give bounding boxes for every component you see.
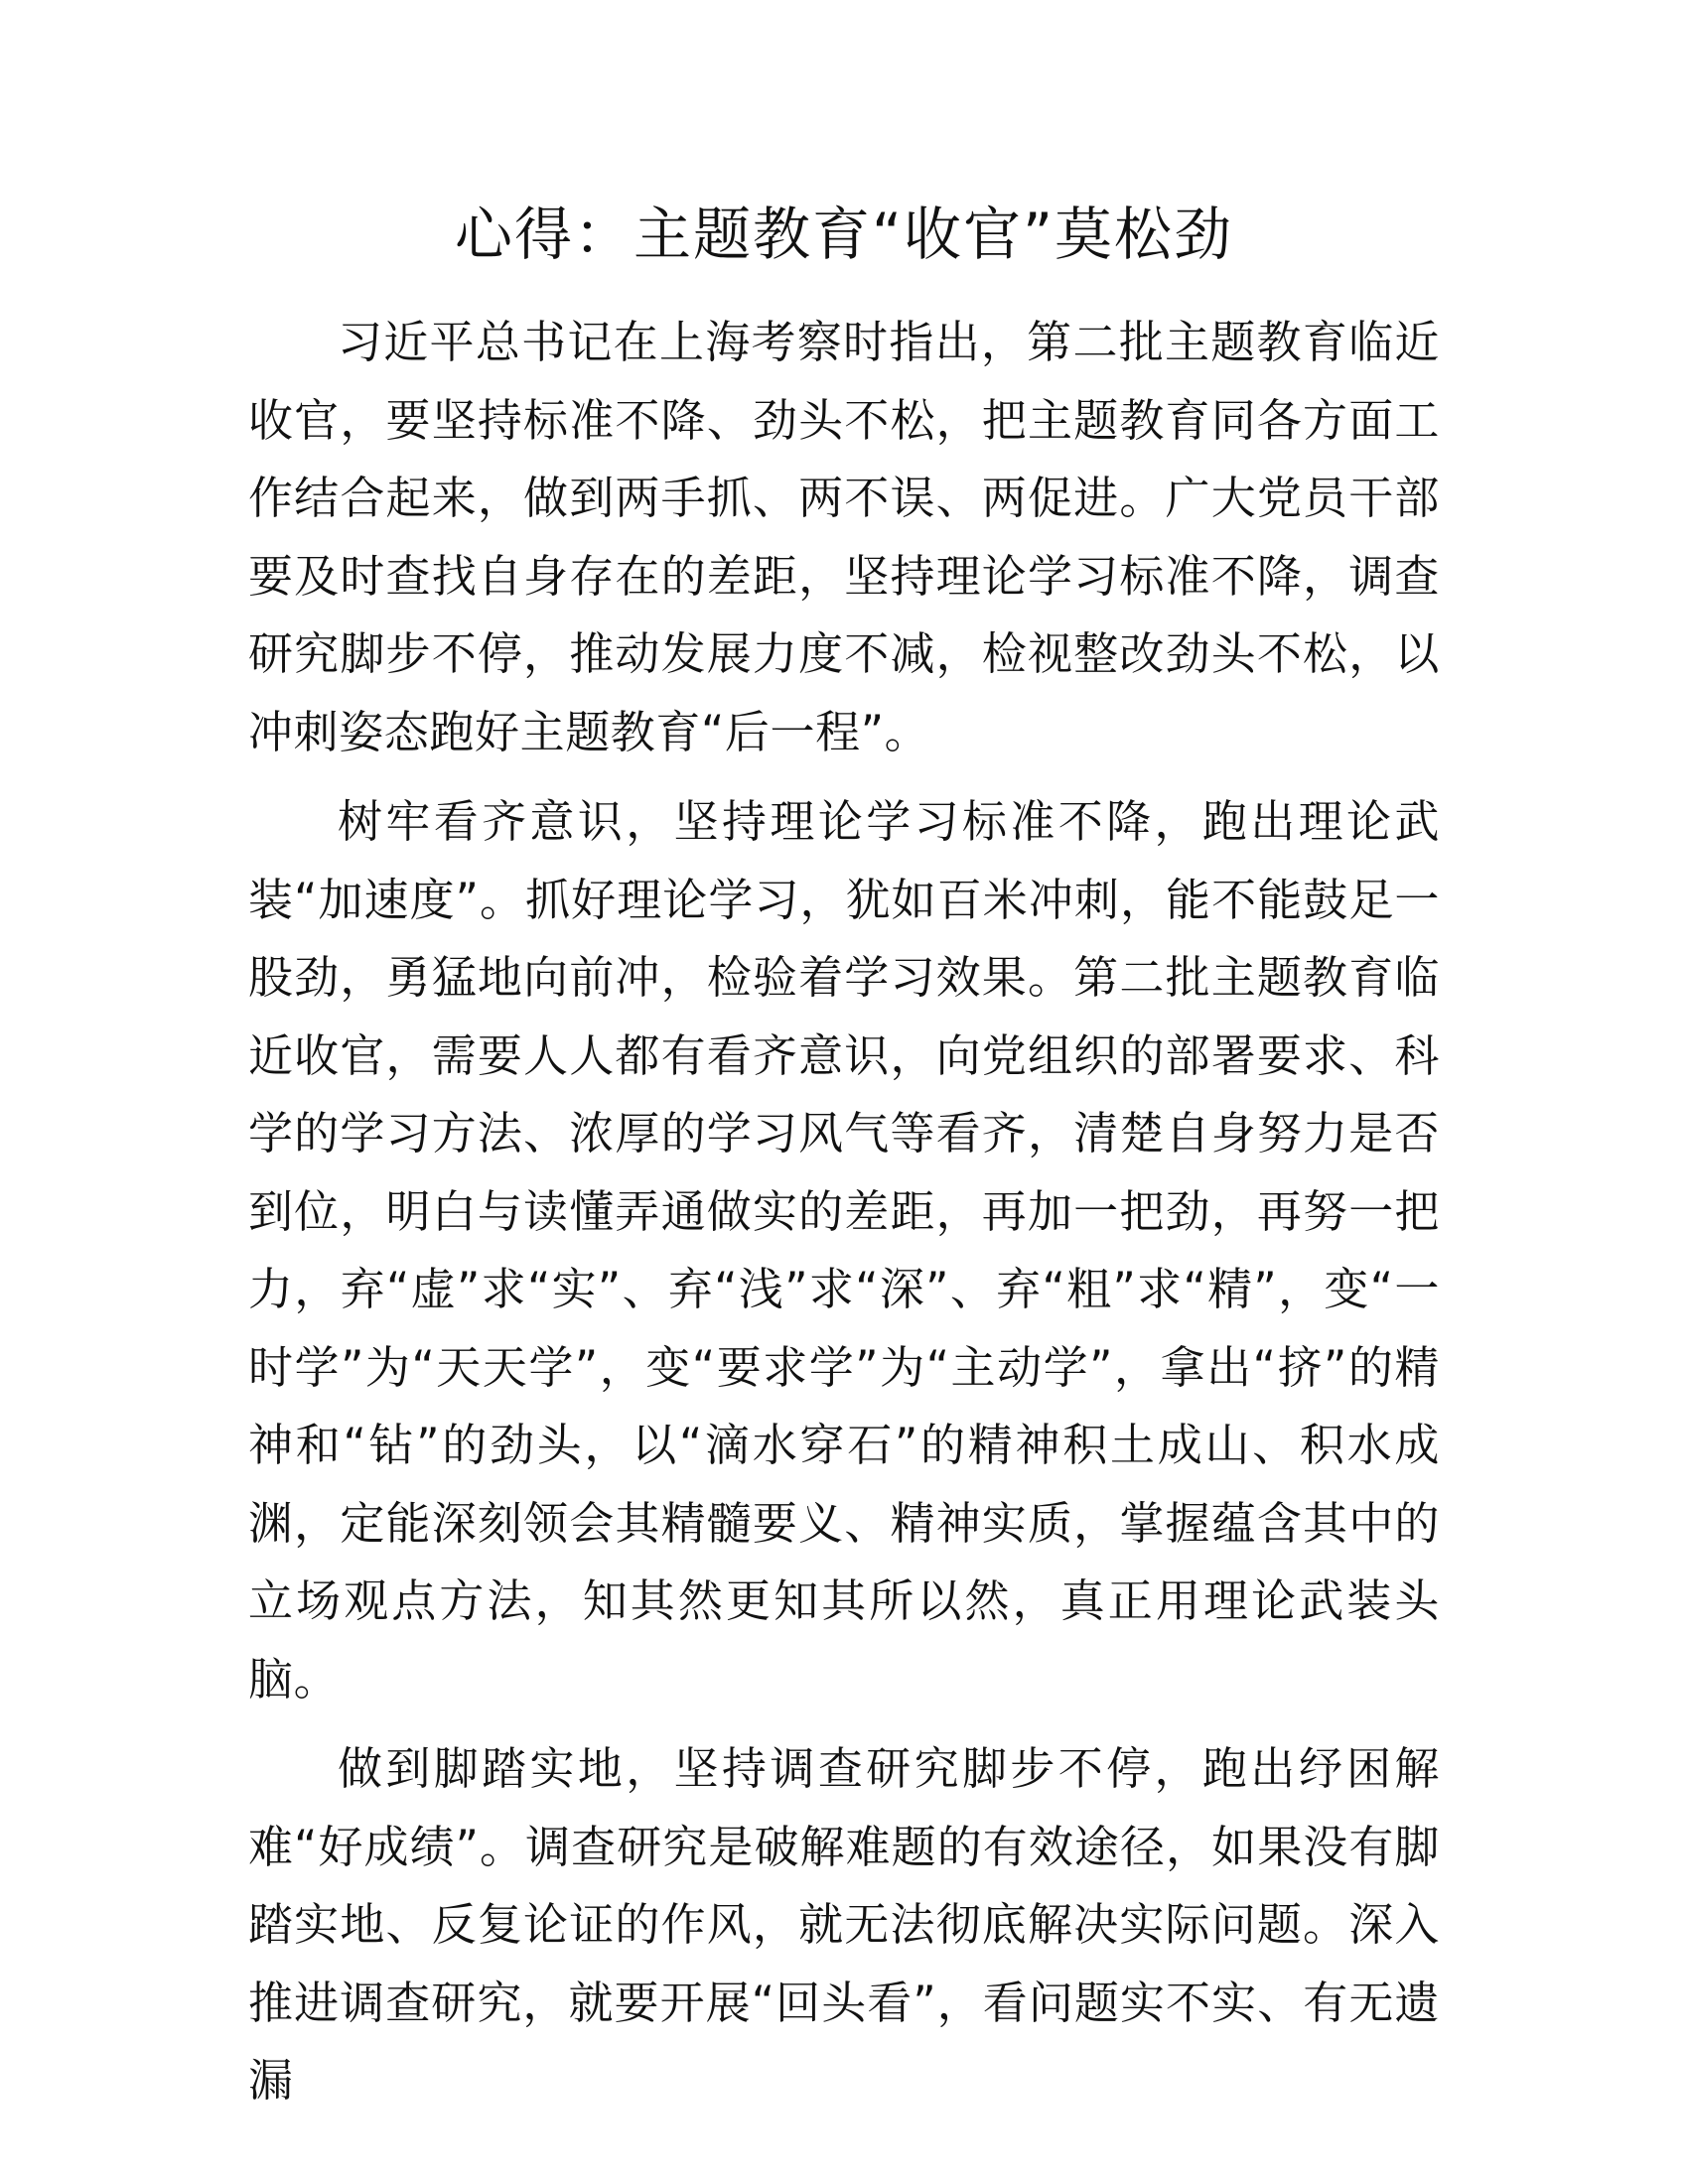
document-title: 心得：主题教育“收官”莫松劲 (454, 201, 1234, 268)
paragraph-1: 习近平总书记在上海考察时指出，第二批主题教育临近收官，要坚持标准不降、劲头不松，把主题教育同各方面工作结合起来，做到两手抓、两不误、两促进。广大党员干部要及时查找自身存在的差距，坚持理论学习标准不降，调查研究脚步不停，推动发展力度不减，检视整改劲头不松，以冲刺姿态跑好主题教育“后一程”。 (248, 316, 1440, 758)
paragraph-2: 树牢看齐意识，坚持理论学习标准不降，跑出理论武装“加速度”。抓好理论学习，犹如百米冲刺，能不能鼓足一股劲，勇猛地向前冲，检验着学习效果。第二批主题教育临近收官，需要人人都有看齐意识，向党组织的部署要求、科学的学习方法、浓厚的学习风气等看齐，清楚自身努力是否到位，明白与读懂弄通做实的差距，再加一把劲，再努一把力，弃“虚”求“实”、弃“浅”求“深”、弃“粗”求“精”，变“一时学”为“天天学”，变“要求学”为“主动学”，拿出“挤”的精神和“钻”的劲头，以“滴水穿石”的精神积土成山、积水成渊，定能深刻领会其精髓要义、精神实质，掌握蕴含其中的立场观点方法，知其然更知其所以然，真正用理论武装头脑。 (248, 795, 1440, 1706)
document-body (248, 304, 1440, 2132)
paragraph-3: 做到脚踏实地，坚持调查研究脚步不停，跑出纾困解难“好成绩”。调查研究是破解难题的有效途径，如果没有脚踏实地、反复论证的作风，就无法彻底解决实际问题。深入推进调查研究，就要开展“回头看”，看问题实不实、有无遗漏 (248, 1742, 1440, 2107)
